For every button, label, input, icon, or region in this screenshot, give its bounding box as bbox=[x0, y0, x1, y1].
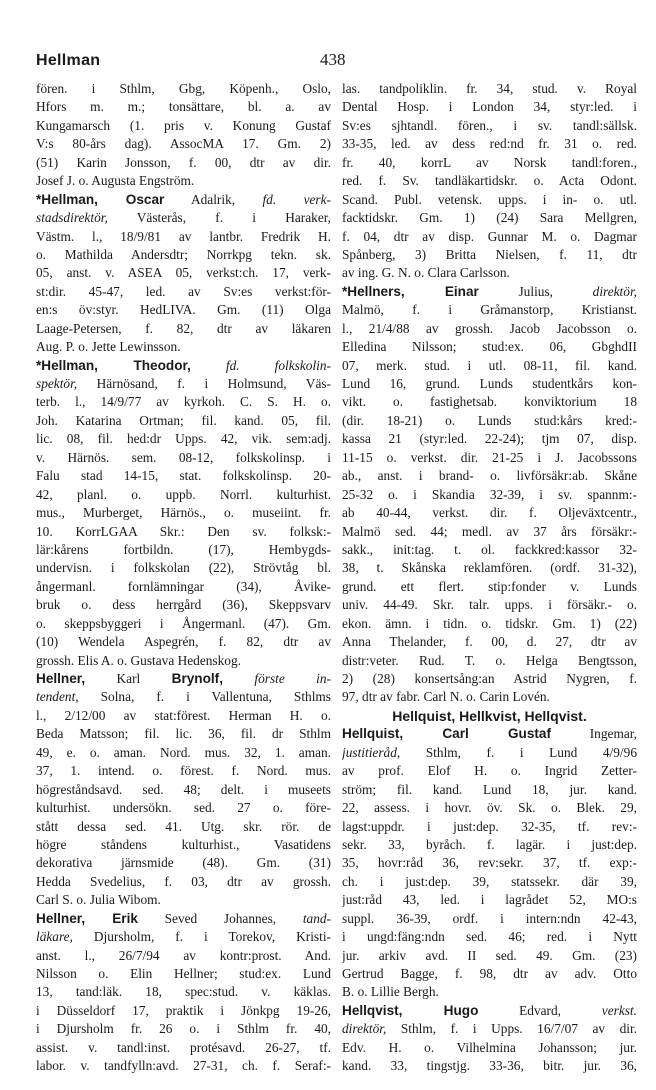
text-run: Josef J. o. Augusta Engström. bbox=[36, 173, 195, 189]
text-run: anst. l., 26/7/94 av kontr:prost. And. bbox=[36, 947, 331, 963]
text-line bbox=[36, 928, 331, 946]
text-line bbox=[342, 910, 637, 928]
text-line bbox=[342, 172, 637, 190]
text-line bbox=[36, 338, 331, 356]
text-run: 22, assess. i hovr. öv. Sk. o. Blek. 29, bbox=[342, 800, 637, 816]
entry-title: justitieråd, bbox=[342, 744, 401, 760]
text-run: 38, t. Skånska reklamfören. (ordf. 31-32), bbox=[342, 560, 637, 576]
text-run: 05, anst. v. ASEA 05, verkst:ch. 17, verk- bbox=[36, 265, 331, 281]
text-line bbox=[36, 559, 331, 577]
text-run: ström; fil. kand. Lund 18, jur. kand. bbox=[342, 781, 637, 797]
text-run: Hfors m. m.; tonsättare, bl. a. av bbox=[36, 99, 331, 115]
text-run: ab., anst. i brand- o. livförsäkr:ab. Skåne bbox=[342, 468, 637, 484]
entry-title: stadsdirektör, bbox=[36, 210, 108, 226]
text-run: av prof. Elof H. o. Ingrid Zetter- bbox=[342, 763, 637, 779]
text-run: Dental Hosp. i London 34, styr:led. i bbox=[342, 99, 637, 115]
text-run: 2) (28) konsertsång:an Astrid Nygren, f. bbox=[342, 671, 637, 686]
text-line bbox=[342, 449, 637, 467]
text-run: B. o. Lillie Bergh. bbox=[342, 984, 439, 1000]
text-run: univ. 44-49. Skr. talr. upps. i försäkr.- o. bbox=[342, 597, 637, 613]
text-run: Falu stad 14-15, stat. folkskolinsp. 20- bbox=[36, 468, 331, 484]
entry-name: *Hellman, Theodor, bbox=[36, 357, 191, 373]
left-column bbox=[36, 80, 331, 1076]
entry-name: *Hellners, Einar bbox=[342, 283, 479, 299]
text-run: Hedda Svedelius, f. 03, dtr av grossh. bbox=[36, 873, 331, 889]
text-line bbox=[342, 1002, 637, 1020]
text-run: bruk o. dess herrgård (36), Skeppsvarv bbox=[36, 597, 331, 613]
text-line bbox=[36, 430, 331, 448]
text-run: V:s 80-års dag). AssocMA 17. Gm. 2) bbox=[36, 136, 331, 152]
text-line bbox=[342, 541, 637, 559]
text-line bbox=[36, 412, 331, 430]
text-run: terb. l., 14/9/77 av kyrkoh. C. S. H. o. bbox=[36, 394, 331, 410]
text-line bbox=[36, 799, 331, 817]
text-run: (10) Wendela Aspegrén, f. 82, dtr av bbox=[36, 634, 331, 650]
text-run: Elledina Nilsson; stud:ex. 06, GbghdII bbox=[342, 339, 637, 355]
text-line bbox=[342, 836, 637, 854]
text-run: ab 40-44, verkst. dir. f. Oljeväxtcentr., bbox=[342, 505, 637, 521]
text-line bbox=[36, 873, 331, 891]
text-line bbox=[342, 393, 637, 411]
text-line bbox=[342, 154, 637, 172]
text-run: ch. i just:dep. 39, statssekr. där 39, bbox=[342, 873, 637, 889]
text-run: Västerås, f. i Haraker, bbox=[107, 210, 331, 226]
text-line bbox=[36, 523, 331, 541]
text-run: lagst:uppdr. i just:dep. 32-35, tf. rev:- bbox=[342, 818, 637, 834]
text-run: högre ståndens kulturhist., Vasatidens bbox=[36, 836, 331, 852]
text-run: 42, planl. o. uppb. Norrl. kulturhist. bbox=[36, 486, 331, 502]
text-run: lic. 08, fil. hed:dr Upps. 42, vik. sem:adj. bbox=[36, 431, 331, 447]
text-line bbox=[36, 947, 331, 965]
text-line bbox=[36, 264, 331, 282]
text-line bbox=[342, 283, 637, 301]
text-line bbox=[36, 209, 331, 227]
text-run: Karl bbox=[85, 671, 172, 686]
text-line bbox=[342, 135, 637, 153]
text-line bbox=[342, 375, 637, 393]
text-line bbox=[36, 670, 331, 688]
text-line bbox=[342, 301, 637, 319]
text-run: f. 04, dtr av disp. Gunnar M. o. Dagmar bbox=[342, 228, 637, 244]
text-run: facktidskr. Gm. 1) (24) Sara Mellgren, bbox=[342, 210, 637, 226]
text-run: dekorativa järnsmide (48). Gm. (31) bbox=[36, 855, 331, 871]
text-line bbox=[342, 209, 637, 227]
text-run: Adalrik, bbox=[164, 191, 263, 207]
text-line bbox=[342, 965, 637, 983]
text-run: assist. v. tandl:inst. protésavd. 26-27, tf. bbox=[36, 1039, 331, 1055]
text-run: suppl. 36-39, ordf. i intern:ndn 42-43, bbox=[342, 910, 637, 926]
entry-name: Hellner, Erik bbox=[36, 910, 138, 926]
text-line bbox=[342, 191, 637, 209]
text-run: Sthlm, f. i Lund 4/9/96 bbox=[400, 744, 637, 760]
text-line bbox=[342, 744, 637, 762]
text-run: 25-32 o. i Skandia 32-39, i sv. spannm:- bbox=[342, 486, 637, 502]
text-run: kassa 21 (styr:led. 22-24); tjm 07, disp. bbox=[342, 431, 637, 447]
text-line bbox=[342, 652, 637, 670]
text-run: jur. arkiv avd. II sed. 49. Gm. (23) bbox=[342, 947, 637, 963]
text-line bbox=[342, 688, 637, 706]
running-head: Hellman bbox=[36, 52, 101, 69]
entry-name: Hellner, bbox=[36, 671, 86, 686]
text-line bbox=[36, 1039, 331, 1057]
text-run: i Djursholm fr. 26 o. i Sthlm fr. 40, bbox=[36, 1021, 331, 1037]
text-run: ekon. ämn. i tidn. o. tidskr. Gm. 1) (22) bbox=[342, 615, 637, 631]
entry-name: *Hellman, Oscar bbox=[36, 191, 165, 207]
text-line bbox=[342, 633, 637, 651]
text-run: o. Mathilda Andersdtr; Norrkpg tekn. sk. bbox=[36, 246, 331, 262]
text-line bbox=[342, 891, 637, 909]
text-line bbox=[36, 98, 331, 116]
text-line bbox=[342, 799, 637, 817]
entry-title: spektör, bbox=[36, 376, 78, 391]
text-run: sekr. 33, byråch. f. lagär. i just:dep. bbox=[342, 836, 637, 852]
text-line bbox=[342, 246, 637, 264]
text-run: 10. KorrLGAA Skr.: Den sv. folksk:- bbox=[36, 523, 331, 539]
text-line bbox=[36, 172, 331, 190]
text-run: Ingemar, bbox=[551, 726, 637, 742]
text-line bbox=[342, 80, 637, 98]
entry-title: verkst. bbox=[601, 1002, 637, 1018]
text-run: ångermanl. fornlämningar (34), Åvike- bbox=[36, 578, 331, 594]
entry-title: förste in- bbox=[254, 671, 331, 686]
text-run: Edvard, bbox=[478, 1002, 602, 1018]
text-line bbox=[36, 135, 331, 153]
text-run: 37, 1. intend. o. förest. f. Nord. mus. bbox=[36, 763, 331, 779]
text-run: Nilsson o. Elin Hellner; stud:ex. Lund bbox=[36, 966, 331, 981]
text-run bbox=[223, 671, 254, 686]
text-run: Malmö, f. i Gråmanstorp, Kristianst. bbox=[342, 302, 637, 318]
text-line bbox=[36, 652, 331, 670]
text-line bbox=[36, 615, 331, 633]
text-line bbox=[36, 246, 331, 264]
text-run: Carl S. o. Julia Wibom. bbox=[36, 892, 161, 908]
text-run: l., 21/4/88 av grossh. Jacob Jacobsson o. bbox=[342, 320, 637, 336]
text-run: Gertrud Bagge, f. 98, dtr av adv. Otto bbox=[342, 966, 637, 981]
text-run: Laage-Petersen, f. 82, dtr av läkaren bbox=[36, 320, 331, 336]
text-run: 07, merk. stud. i utl. 08-11, fil. kand. bbox=[342, 357, 637, 373]
text-line bbox=[342, 983, 637, 1001]
text-run: kulturhist. undersökn. sed. 27 o. före- bbox=[36, 800, 331, 816]
text-run: o. skeppsbyggeri i Ångermanl. (47). Gm. bbox=[36, 615, 331, 631]
text-run: just:råd 43, led. i lagrådet 52, MO:s bbox=[342, 892, 637, 908]
text-line bbox=[36, 596, 331, 614]
text-run: Spånberg, 3) Britta Nielsen, f. 11, dtr bbox=[342, 246, 637, 262]
text-run: v. Härnös. sem. 08-12, folkskolinsp. i bbox=[36, 449, 331, 465]
text-line bbox=[36, 910, 331, 928]
text-run: st:dir. 45-47, led. av Sv:es verkst:för- bbox=[36, 283, 331, 299]
text-line bbox=[342, 430, 637, 448]
text-run: Joh. Katarina Ortman; fil. kand. 05, fil. bbox=[36, 412, 331, 428]
text-line bbox=[342, 98, 637, 116]
text-line bbox=[36, 504, 331, 522]
entry-name: Brynolf, bbox=[171, 671, 223, 686]
entry-title: fd. verk- bbox=[262, 191, 331, 207]
text-run: grossh. Elis A. o. Gustava Hedenskog. bbox=[36, 652, 241, 668]
text-line bbox=[36, 486, 331, 504]
text-line bbox=[36, 781, 331, 799]
entry-title: tendent, bbox=[36, 689, 79, 705]
text-line bbox=[36, 154, 331, 172]
text-line bbox=[342, 228, 637, 246]
text-run: av ing. G. N. o. Clara Carlsson. bbox=[342, 265, 510, 281]
text-line bbox=[342, 873, 637, 891]
text-line bbox=[342, 523, 637, 541]
text-line bbox=[36, 375, 331, 393]
text-run: 33-35, led. av dess red:nd fr. 31 o. red. bbox=[342, 136, 637, 152]
text-line bbox=[342, 467, 637, 485]
entry-title: direktör, bbox=[592, 283, 637, 299]
text-run: högreståndsavd. sed. 48; delt. i museets bbox=[36, 781, 331, 797]
entry-title: tand- bbox=[302, 910, 331, 926]
text-run: 35, hovr:råd 36, rev:sekr. 37, tf. exp:- bbox=[342, 855, 637, 871]
text-line bbox=[342, 818, 637, 836]
text-line bbox=[36, 228, 331, 246]
text-line bbox=[342, 412, 637, 430]
text-line bbox=[36, 283, 331, 301]
text-line bbox=[36, 449, 331, 467]
text-run: 49, e. o. aman. Nord. mus. 32, 1. aman. bbox=[36, 744, 331, 760]
text-run: stått dessa sed. 41. Utg. skr. rör. de bbox=[36, 818, 331, 834]
text-line bbox=[342, 1039, 637, 1057]
text-line bbox=[342, 670, 637, 688]
text-line bbox=[36, 357, 331, 375]
text-run: Scand. Publ. vetensk. upps. i in- o. utl. bbox=[342, 191, 637, 207]
text-line bbox=[36, 320, 331, 338]
text-run: i Düsseldorf 17, praktik i Jönkpg 19-26, bbox=[36, 1002, 331, 1018]
entry-name: Hellquist, Carl Gustaf bbox=[342, 726, 552, 742]
text-line bbox=[342, 707, 637, 725]
text-run: las. tandpoliklin. fr. 34, stud. v. Royal bbox=[342, 81, 637, 96]
text-run: Julius, bbox=[478, 283, 593, 299]
text-run: Anna Thelander, f. 00, d. 27, dtr av bbox=[342, 634, 637, 650]
text-run: sakk., init:tag. t. ol. fackkred:kassor 32- bbox=[342, 541, 637, 557]
text-line bbox=[342, 596, 637, 614]
text-line bbox=[36, 633, 331, 651]
right-column bbox=[342, 80, 637, 1076]
entry-title: direktör, bbox=[342, 1021, 387, 1037]
text-run: Härnösand, f. i Holmsund, Väs- bbox=[77, 376, 331, 391]
text-line bbox=[36, 1002, 331, 1020]
text-run: vikt. o. fastighetsab. konviktorium 18 bbox=[342, 394, 637, 410]
text-run: mus., Murberget, Härnös., o. museiint. fr. bbox=[36, 505, 331, 521]
page-number: 438 bbox=[320, 50, 346, 69]
text-run: fören. i Sthlm, Gbg, Köpenh., Oslo, bbox=[36, 81, 331, 96]
text-run: (dir. 18-21) o. Lunds stud:kårs kred:- bbox=[342, 412, 637, 428]
entry-title: läkare, bbox=[36, 929, 73, 945]
text-run: (51) Karin Jonsson, f. 00, dtr av dir. bbox=[36, 154, 331, 170]
text-line bbox=[36, 983, 331, 1001]
text-line bbox=[36, 541, 331, 559]
text-run: undervisn. i folkskolan (22), Strövtåg bl. bbox=[36, 560, 331, 576]
text-line bbox=[36, 688, 331, 706]
text-line bbox=[36, 762, 331, 780]
text-run: Kungamarsch (1. pris v. Konung Gustaf bbox=[36, 117, 331, 133]
text-line bbox=[342, 854, 637, 872]
text-run: i ungd:fäng:ndn sed. 46; red. i Nytt bbox=[342, 929, 637, 945]
text-run: Seved Johannes, bbox=[137, 910, 303, 926]
text-run: Sthlm, f. i Upps. 16/7/07 av dir. bbox=[386, 1021, 637, 1037]
text-line bbox=[36, 965, 331, 983]
text-run: Edv. H. o. Vilhelmina Johansson; jur. bbox=[342, 1039, 637, 1055]
text-run: Solna, f. i Vallentuna, Sthlms bbox=[78, 689, 331, 705]
text-line bbox=[342, 338, 637, 356]
text-line bbox=[36, 818, 331, 836]
text-run: fr. 40, korrL av Norsk tandl:foren., bbox=[342, 154, 637, 170]
text-line bbox=[36, 301, 331, 319]
text-line bbox=[342, 320, 637, 338]
text-line bbox=[36, 725, 331, 743]
text-line bbox=[342, 117, 637, 135]
text-line bbox=[36, 191, 331, 209]
text-line bbox=[36, 80, 331, 98]
text-line bbox=[36, 854, 331, 872]
text-run: Beda Matsson; fil. lic. 36, fil. dr Sthlm bbox=[36, 726, 331, 742]
text-line bbox=[342, 486, 637, 504]
entry-title: fd. folkskolin- bbox=[225, 357, 331, 373]
text-line bbox=[36, 744, 331, 762]
text-run: Aug. P. o. Jette Lewinsson. bbox=[36, 339, 181, 355]
text-line bbox=[36, 393, 331, 411]
text-run: grund. ett flert. stip:fonder v. Lunds bbox=[342, 578, 637, 594]
text-line bbox=[342, 264, 637, 282]
text-run: lär:kårens fortbildn. (17), Hembygds- bbox=[36, 541, 331, 557]
text-run: 97, dtr av fabr. Carl N. o. Carin Lovén. bbox=[342, 689, 550, 705]
text-line bbox=[342, 504, 637, 522]
text-run: labor. v. tandfylln:avd. 27-31, ch. f. Seraf:- bbox=[36, 1058, 331, 1074]
text-line bbox=[342, 357, 637, 375]
text-run: en:s öv:styr. HedLIVA. Gm. (11) Olga bbox=[36, 302, 331, 318]
text-run: Djursholm, f. i Torekov, Kristi- bbox=[72, 929, 331, 945]
text-run: Lund 16, grund. Lunds studentkårs kon- bbox=[342, 376, 637, 391]
text-run: l., 2/12/00 av stat:förest. Herman H. o. bbox=[36, 707, 331, 723]
text-line bbox=[36, 117, 331, 135]
text-run: kand. 33, tingstjg. 33-36, bitr. jur. 36, bbox=[342, 1058, 637, 1074]
text-line bbox=[342, 762, 637, 780]
text-line bbox=[36, 891, 331, 909]
text-line bbox=[342, 578, 637, 596]
text-line bbox=[36, 707, 331, 725]
text-line bbox=[36, 1020, 331, 1038]
text-run: Västm. l., 18/9/81 av lantbr. Fredrik H. bbox=[36, 228, 331, 244]
text-line bbox=[342, 947, 637, 965]
text-line bbox=[36, 1057, 331, 1075]
text-line bbox=[342, 1057, 637, 1075]
entry-name: Hellqvist, Hugo bbox=[342, 1002, 479, 1018]
text-line bbox=[36, 836, 331, 854]
text-line bbox=[342, 559, 637, 577]
text-run: 13, tand:läk. 18, spec:stud. v. käklas. bbox=[36, 984, 331, 1000]
text-run: Sv:es sjhtandl. fören., i sv. tandl:sällsk. bbox=[342, 117, 637, 133]
text-run: distr:veter. Rud. T. o. Helga Bengtsson, bbox=[342, 652, 637, 668]
text-line bbox=[36, 467, 331, 485]
text-run: Hellquist, Hellkvist, Hellqvist. bbox=[392, 707, 587, 724]
text-run: 11-15 o. verkst. dir. 21-25 i J. Jacobssons bbox=[342, 449, 637, 465]
text-line bbox=[342, 928, 637, 946]
text-run bbox=[191, 358, 226, 373]
text-line bbox=[342, 725, 637, 743]
text-line bbox=[342, 1020, 637, 1038]
text-run: Malmö sed. 44; medl. av 37 års försäkr:- bbox=[342, 523, 637, 539]
text-line bbox=[342, 781, 637, 799]
text-run: red. f. Sv. tandläkartidskr. o. Acta Odont. bbox=[342, 173, 637, 189]
text-line bbox=[342, 615, 637, 633]
text-line bbox=[36, 578, 331, 596]
